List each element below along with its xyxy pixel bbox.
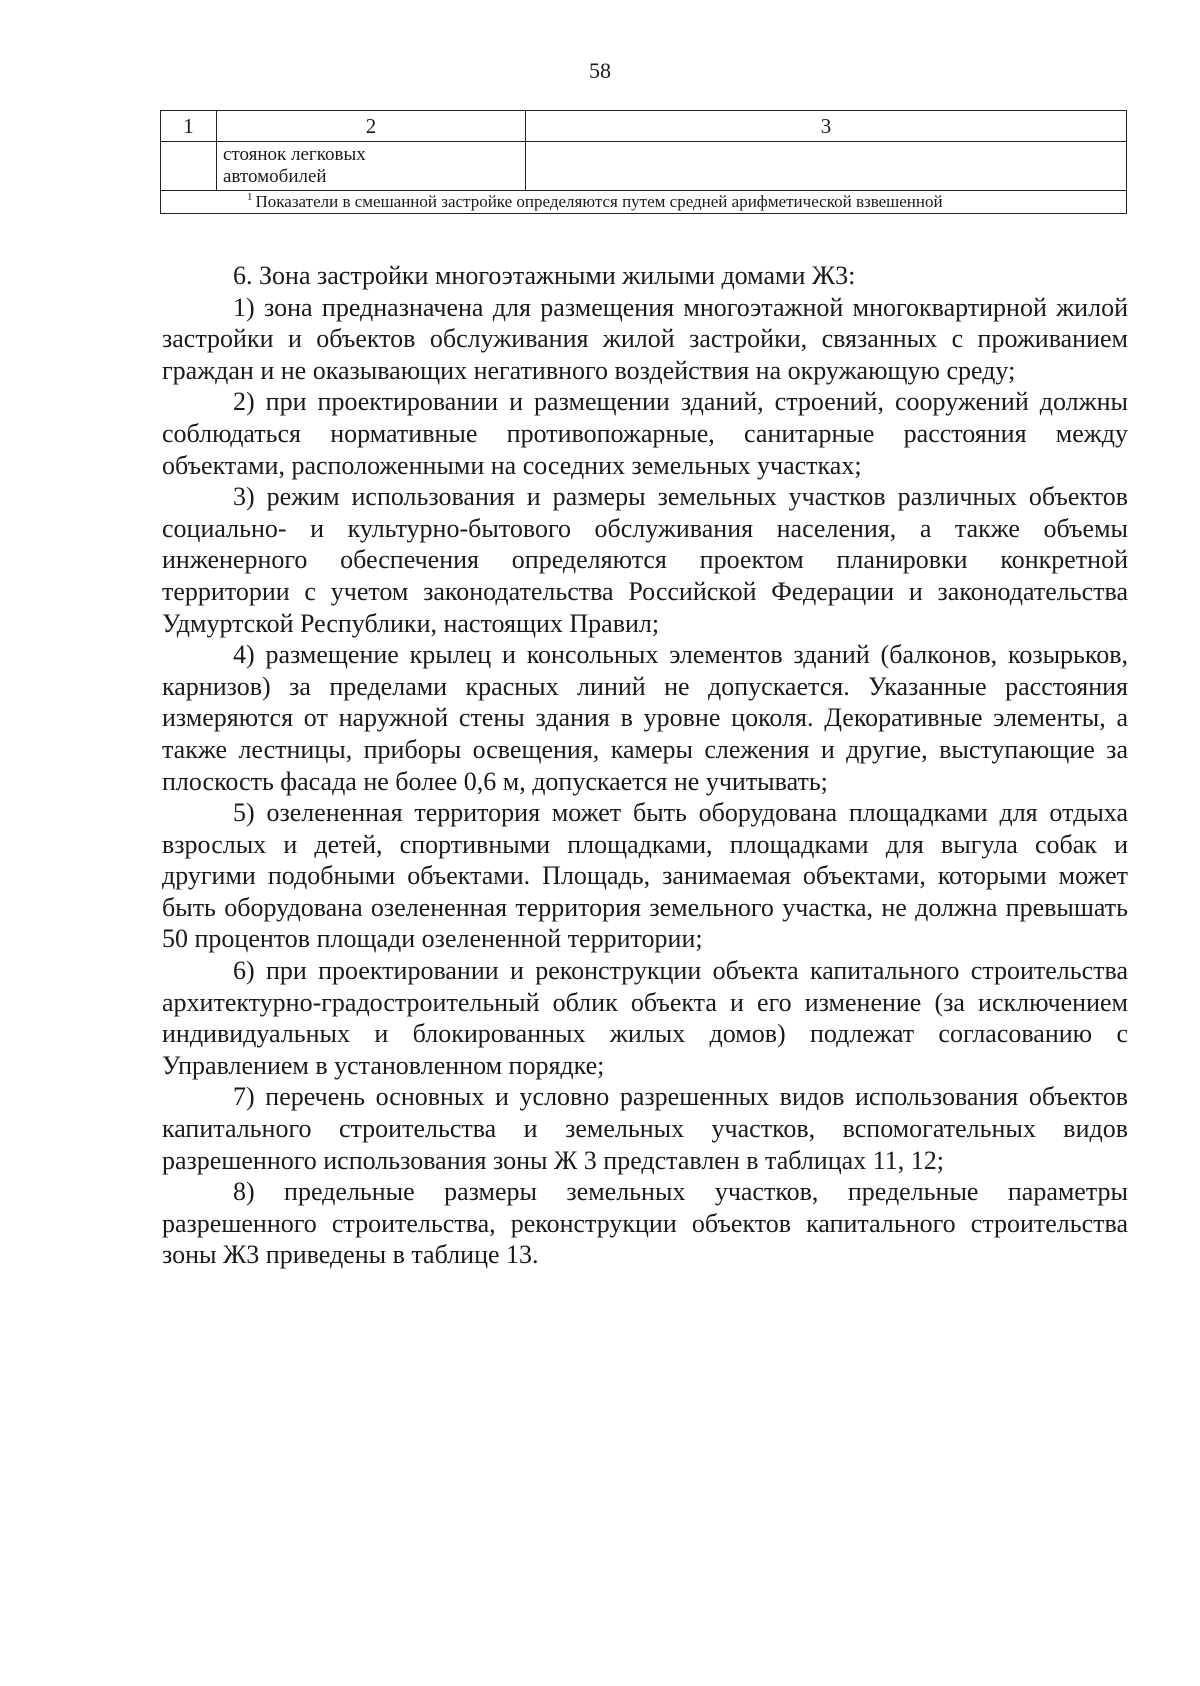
table-header-col-1: 1	[161, 111, 217, 142]
table-cell-line: стоянок легковых	[223, 144, 366, 165]
section-item-5: 5) озелененная территория может быть оборудована площадками для отдыха взрослых и детей, спортивными площадками, площадками для выгула собак и другими подобными объектами. Площадь, занимаемая объектами, которыми может быть оборудована озелененная территория земельного участка, не должна превышать 50 процентов площади озелененной территории;	[162, 798, 1128, 954]
footnote-mark: 1	[247, 191, 253, 204]
table-cell-col-3	[526, 142, 1127, 191]
section-item-7: 7) перечень основных и условно разрешенных видов использования объектов капитального строительства и земельных участков, вспомогательных видов разрешенного использования зоны Ж 3 представлен в таблицах 11, 12;	[162, 1082, 1128, 1175]
table-cell-line: автомобилей	[223, 166, 327, 187]
section-item-2: 2) при проектировании и размещении зданий, строений, сооружений должны соблюдаться нормативные противопожарные, санитарные расстояния между объектами, расположенными на соседних земельных участках;	[162, 387, 1128, 480]
footnote-text: Показатели в смешанной застройке определяются путем средней арифметической взвешенной	[255, 192, 943, 211]
table-cell-col-2	[217, 142, 526, 191]
section-item-1: 1) зона предназначена для размещения многоэтажной многоквартирной жилой застройки и объектов обслуживания жилой застройки, связанных с проживанием граждан и не оказывающих негативного воздействия на окружающую среду;	[162, 292, 1128, 385]
section-item-4: 4) размещение крылец и консольных элементов зданий (балконов, козырьков, карнизов) за пределами красных линий не допускается. Указанные расстояния измеряются от наружной стены здания в уровне цоколя. Декоративные элементы, а также лестницы, приборы освещения, камеры слежения и другие, выступающие за плоскость фасада не более 0,6 м, допускается не учитывать;	[162, 640, 1128, 796]
table	[160, 110, 1127, 214]
section-item-6: 6) при проектировании и реконструкции объекта капитального строительства архитектурно-градостроительный облик объекта и его изменение (за исключением индивидуальных и блокированных жилых домов) подлежат согласованию с Управлением в установленном порядке;	[162, 956, 1128, 1080]
table-header-col-3: 3	[526, 111, 1127, 142]
table-header-col-2: 2	[217, 111, 526, 142]
continuation-table	[160, 110, 1127, 214]
table-row	[161, 142, 1127, 191]
table-footnote-row	[161, 191, 1127, 214]
table-cell-col-1	[161, 142, 217, 191]
section-item-8: 8) предельные размеры земельных участков, предельные параметры разрешенного строительства, реконструкции объектов капитального строительства зоны Ж3 приведены в таблице 13.	[162, 1177, 1128, 1270]
section-heading: 6. Зона застройки многоэтажными жилыми домами Ж3:	[233, 261, 856, 290]
page-number: 58	[589, 58, 611, 83]
table-header-row	[161, 111, 1127, 142]
table-footnote-cell	[161, 191, 1127, 214]
section-item-3: 3) режим использования и размеры земельных участков различных объектов социально- и культурно-бытового обслуживания населения, а также объемы инженерного обеспечения определяются проектом планировки конкретной территории с учетом законодательства Российской Федерации и законодательства Удмуртской Республики, настоящих Правил;	[162, 482, 1128, 638]
section-body	[162, 260, 1128, 1271]
